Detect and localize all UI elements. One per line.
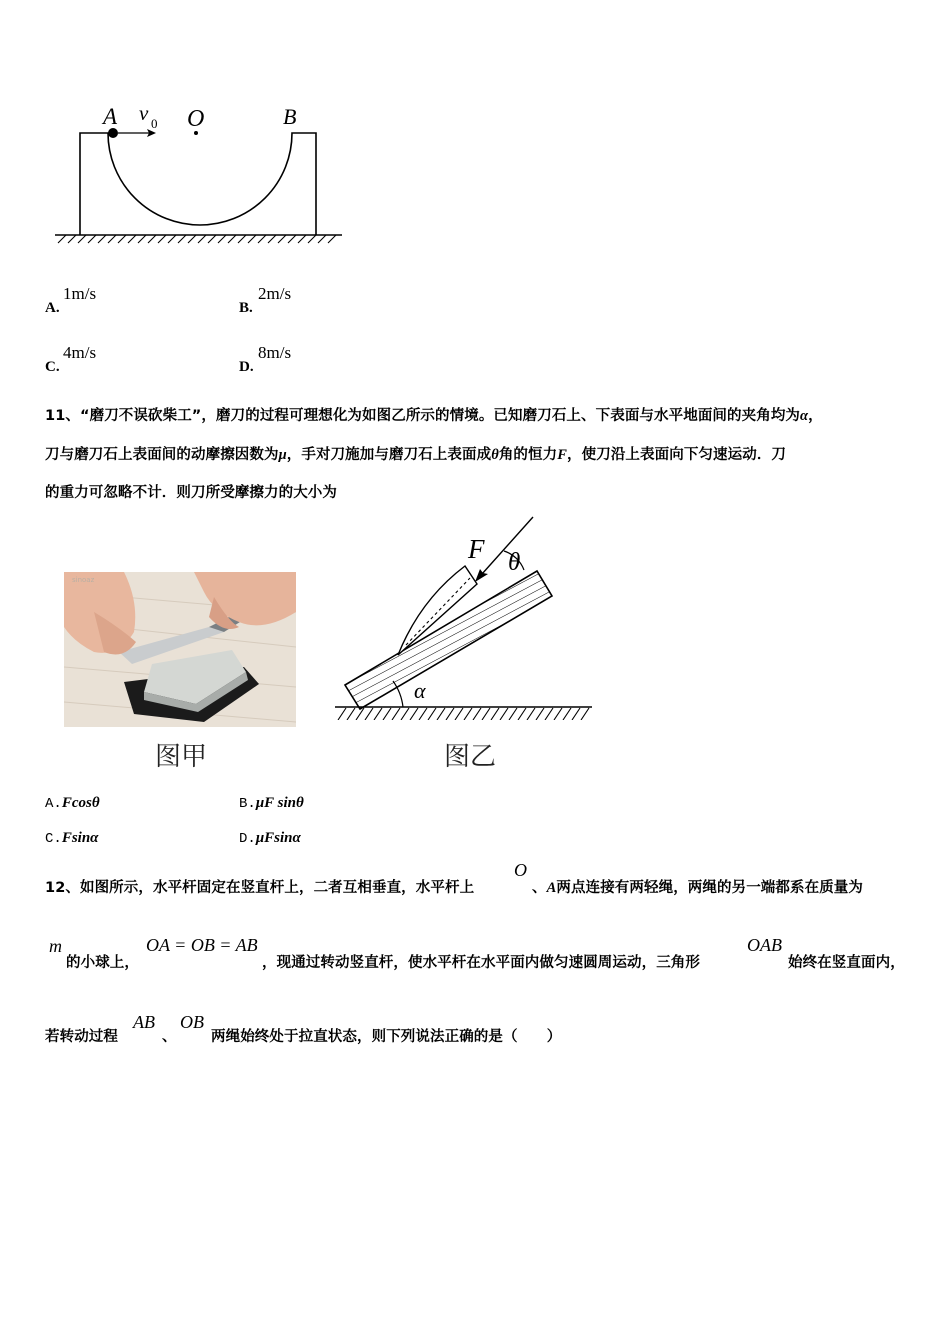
q12-line-2b: ，现通过转动竖直杆，使水平杆在水平面内做匀速圆周运动，三角形 — [262, 955, 700, 971]
q12-line-2c: 始终在竖直面内， — [788, 955, 905, 971]
q11-line-1-text: 11、“磨刀不误砍柴工”，磨刀的过程可理想化为如图乙所示的情境。已知磨刀石上、下表面与水平地面间的夹角均为 — [45, 408, 801, 424]
q10-option-b-letter: B. — [239, 300, 253, 316]
q10-option-d[interactable] — [239, 343, 419, 377]
track-figure — [50, 100, 350, 250]
label-v: v — [139, 101, 149, 125]
q10-option-a[interactable] — [45, 284, 225, 318]
q12-ab-symbol: AB — [133, 1012, 155, 1032]
q11-line-2 — [45, 443, 786, 464]
q10-option-a-value: 1m/s — [63, 284, 97, 303]
q11-line-1 — [45, 404, 823, 425]
q12-line-2c-box — [788, 951, 905, 972]
track-diagram — [50, 100, 350, 250]
q12-line-2a: 的小球上， — [66, 955, 139, 971]
q11-option-a-letter: A. — [45, 796, 62, 812]
q11-line-2a: 刀与磨刀石上表面间的动摩擦因数为 — [45, 447, 279, 463]
q11-line-2d: ，使刀沿上表面向下匀速运动．刀 — [567, 447, 787, 463]
q11-option-a[interactable] — [45, 795, 100, 812]
q12-sep: 、 — [162, 1029, 177, 1045]
q12-line-2b-box — [262, 951, 700, 972]
q10-option-d-letter: D. — [239, 359, 254, 375]
q12-a-symbol: A — [546, 880, 557, 896]
label-a: A — [103, 104, 118, 129]
q11-line-3-text: 的重力可忽略不计．则刀所受摩擦力的大小为 — [45, 485, 337, 501]
q11-option-c[interactable] — [45, 830, 98, 847]
fig-label-theta: θ — [508, 549, 521, 576]
q11-f: F — [557, 447, 568, 463]
q11-option-c-value: Fsinα — [61, 830, 99, 846]
q11-option-b-value: μF sinθ — [255, 795, 304, 811]
q12-line-3a-box — [45, 1025, 118, 1046]
q11-alpha: α — [800, 408, 809, 424]
q12-line-1-rest — [532, 876, 863, 897]
q11-option-d-letter: D. — [239, 831, 256, 847]
q11-option-d-value: μFsinα — [255, 830, 301, 846]
photo-jia — [64, 572, 296, 727]
q12-line-1c: 两点连接有两轻绳，两绳的另一端都系在质量为 — [556, 880, 863, 896]
q11-line-2b: ，手对刀施加与磨刀石上表面成 — [286, 447, 492, 463]
q12-m-symbol: m — [49, 936, 62, 956]
q12-line-2a-box — [66, 951, 139, 972]
diagram-yi — [330, 510, 600, 720]
fig-label-f: F — [468, 534, 485, 564]
q12-sep-box — [162, 1025, 177, 1046]
q12-line-3b-box — [211, 1025, 561, 1046]
q12-line-3b: 两绳始终处于拉直状态，则下列说法正确的是（ ） — [211, 1029, 562, 1045]
q10-option-c[interactable] — [45, 343, 225, 377]
q10-option-c-value: 4m/s — [63, 343, 97, 362]
ball-a — [108, 128, 118, 138]
q10-option-c-letter: C. — [45, 359, 60, 375]
label-o: O — [187, 106, 205, 132]
q11-option-a-value: Fcosθ — [61, 795, 100, 811]
fig-label-alpha: α — [414, 678, 426, 703]
q12-line-1 — [45, 876, 474, 897]
q11-option-b[interactable] — [239, 795, 304, 812]
q12-line-3a: 若转动过程 — [45, 1029, 118, 1045]
q12-oab-symbol: OAB — [747, 935, 782, 955]
q10-option-b-value: 2m/s — [258, 284, 292, 303]
q12-line-1a: 12、如图所示，水平杆固定在竖直杆上，二者互相垂直，水平杆上 — [45, 880, 475, 896]
label-b: B — [283, 104, 297, 129]
q11-option-d[interactable] — [239, 830, 301, 847]
q12-equation: OA = OB = AB — [146, 935, 258, 955]
svg-text:sinoaz: sinoaz — [72, 576, 95, 584]
q12-ob-symbol: OB — [180, 1012, 204, 1032]
q12-line-1b: 、 — [532, 880, 547, 896]
q11-line-2c: 角的恒力 — [498, 447, 558, 463]
caption-yi: 图乙 — [444, 742, 497, 772]
q11-option-c-letter: C. — [45, 831, 62, 847]
q10-option-a-letter: A. — [45, 300, 60, 316]
q11-line-3 — [45, 481, 337, 502]
q11-mu: μ — [278, 447, 287, 463]
whetstone-photo — [64, 572, 296, 727]
caption-jia: 图甲 — [155, 742, 208, 772]
whetstone-diagram — [330, 510, 600, 720]
q12-o-symbol: O — [514, 860, 527, 880]
q11-theta: θ — [491, 447, 499, 463]
q10-option-d-value: 8m/s — [258, 343, 292, 362]
label-v-sub: 0 — [151, 116, 158, 131]
q10-option-b[interactable] — [239, 284, 419, 318]
q11-option-b-letter: B. — [239, 796, 256, 812]
q11-comma: ， — [808, 408, 823, 424]
